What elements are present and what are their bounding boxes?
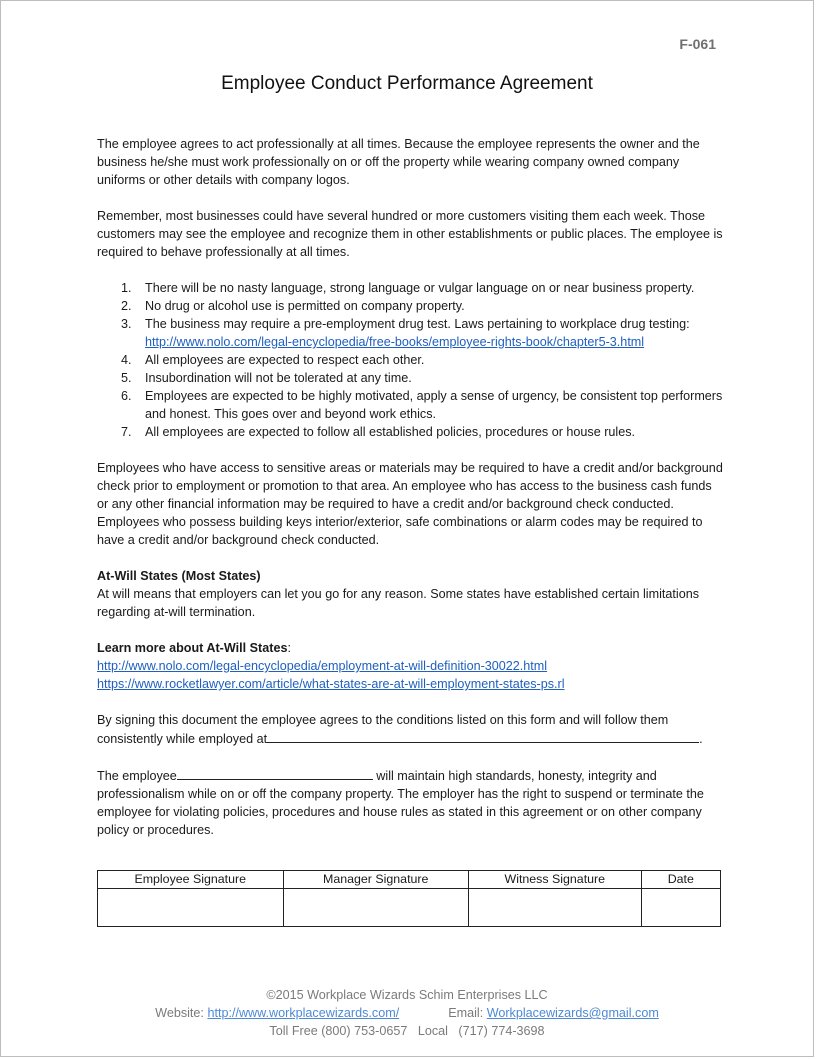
at-will-text: At will means that employers can let you go for any reason. Some states have established certain limitations regarding at-will termination. [97,587,700,619]
list-item: 6. Employees are expected to be highly motivated, apply a sense of urgency, be consistent top performers and honest. This goes over and beyond work ethics. [121,389,723,421]
table-row [98,889,721,927]
employee-name-blank[interactable] [177,766,373,780]
rules-list [97,279,725,441]
signature-table [97,870,721,927]
list-item: 4. All employees are expected to respect each other. [121,353,425,367]
signing-paragraph: By signing this document the employee agrees to the conditions listed on this form and will follow them consistently while employed at . [97,713,703,746]
witness-signature-cell[interactable] [468,889,641,927]
intro-paragraph-2: Remember, most businesses could have several hundred or more customers visiting them each week. Those customers may see the employee and recognize them in other establishments or public places. The employee is required to behave professionally at all times. [97,209,723,259]
contact-line: Website: http://www.workplacewizards.com/ Email: Workplacewizards@gmail.com [155,1006,659,1020]
employee-signature-cell[interactable] [98,889,284,927]
background-check-paragraph: Employees who have access to sensitive areas or materials may be required to have a credit and/or background check prior to employment or promotion to that area. An employee who has access to the business cash funds or any other financial information may be required to have a credit and/or background check conducted. Employees who possess building keys interior/exterior, safe combinations or alarm codes may be required to have a credit and/or background check conducted. [97,461,723,547]
document-title: Employee Conduct Performance Agreement [221,73,593,94]
footer [1,986,813,1040]
list-item: 5. Insubordination will not be tolerated at any time. [121,371,412,385]
drug-testing-link[interactable]: http://www.nolo.com/legal-encyclopedia/free-books/employee-rights-book/chapter5-3.html [145,335,645,349]
manager-signature-cell[interactable] [283,889,468,927]
employer-name-blank[interactable] [267,729,699,743]
manager-signature-header: Manager Signature [283,871,468,889]
at-will-link-rocketlawyer[interactable]: https://www.rocketlawyer.com/article/what-states-are-at-will-employment-states-ps.rl [97,677,565,691]
intro-paragraph-1: The employee agrees to act professionally at all times. Because the employee represents the owner and the business he/she must work professionally on or off the property while wearing company owned company uniforms or other details with company logos. [97,137,700,187]
employee-signature-header: Employee Signature [98,871,284,889]
list-item: 3. The business may require a pre-employment drug test. Laws pertaining to workplace drug testing: http://www.nolo.com/legal-encyclopedia/free-books/employee-rights-book/chapter5-3.html [121,317,690,349]
at-will-heading: At-Will States (Most States) [97,569,261,583]
copyright-text: ©2015 Workplace Wizards Schim Enterprises LLC [266,988,548,1002]
phone-line: Toll Free (800) 753-0657 Local (717) 774-3698 [269,1024,545,1038]
list-item: 2. No drug or alcohol use is permitted on company property. [121,299,465,313]
witness-signature-header: Witness Signature [468,871,641,889]
document-body [97,135,725,839]
learn-more-heading: Learn more about At-Will States: [97,641,291,655]
employee-paragraph: The employee will maintain high standards, honesty, integrity and professionalism while on or off the company property. The employer has the right to suspend or terminate the employee for violating policies, procedures and house rules as stated in this agreement or on other company policy or procedures. [97,766,725,839]
table-row [98,871,721,889]
at-will-link-nolo[interactable]: http://www.nolo.com/legal-encyclopedia/employment-at-will-definition-30022.html [97,659,548,673]
email-link[interactable]: Workplacewizards@gmail.com [486,1006,659,1020]
list-item: 7. All employees are expected to follow all established policies, procedures or house rules. [121,425,636,439]
form-id: F-061 [679,36,716,52]
date-cell[interactable] [641,889,720,927]
list-item: 1. There will be no nasty language, strong language or vulgar language on or near business property. [121,281,695,295]
date-header: Date [641,871,720,889]
website-link[interactable]: http://www.workplacewizards.com/ [207,1006,400,1020]
